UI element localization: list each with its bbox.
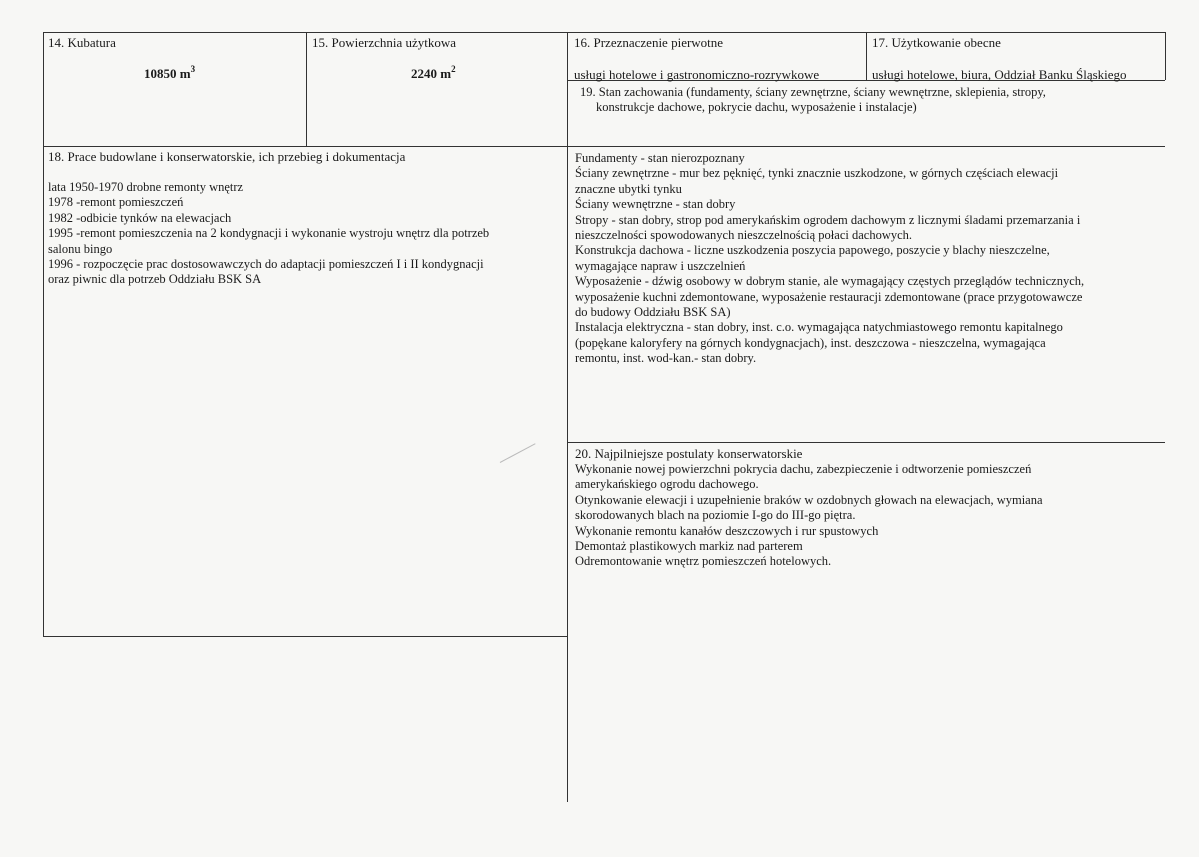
condition-entries (575, 151, 1163, 367)
left-border-18 (43, 146, 44, 636)
box17-value: usługi hotelowe, biura, Oddział Banku Śląskiego (872, 67, 1127, 82)
condition-line: do budowy Oddziału BSK SA) (575, 305, 731, 320)
condition-line: znaczne ubytki tynku (575, 181, 682, 196)
box18-line: 1996 - rozpoczęcie prac dostosowawczych do adaptacji pomieszczeń I i II kondygnacji (48, 257, 484, 272)
condition-line: Wyposażenie - dźwig osobowy w dobrym stanie, ale wymagający częstych przeglądów technicznych, (575, 274, 1085, 289)
box20-entries (575, 462, 1163, 570)
box18-line: 1995 -remont pomieszczenia na 2 kondygnacji i wykonanie wystroju wnętrz dla potrzeb (48, 226, 490, 241)
box18-label: 18. Prace budowlane i konserwatorskie, ich przebieg i dokumentacja (48, 149, 406, 164)
box16-value: usługi hotelowe i gastronomiczno-rozrywkowe (574, 67, 820, 82)
top-border (43, 32, 1165, 33)
divider-19-20 (567, 442, 1165, 443)
postulate-line: Wykonanie remontu kanałów deszczowych i rur spustowych (575, 523, 879, 538)
divider-16-17 (866, 32, 867, 80)
condition-line: Fundamenty - stan nierozpoznany (575, 151, 745, 165)
box14-value (144, 66, 195, 82)
condition-line: nieszczelności spowodowanych nieszczelnością połaci dachowych. (575, 228, 913, 243)
divider-row1-row2 (43, 146, 1165, 147)
box18-line: 1978 -remont pomieszczeń (48, 195, 184, 210)
box19-label-line2: konstrukcje dachowe, pokrycie dachu, wyposażenie i instalacje) (596, 100, 917, 114)
condition-line: Instalacja elektryczna - stan dobry, inst. c.o. wymagająca natychmiastowego remontu kapitalnego (575, 320, 1063, 335)
box14-unit-sup: 3 (190, 64, 196, 74)
box20-label: 20. Najpilniejsze postulaty konserwatorskie (575, 446, 803, 461)
box17-label: 17. Użytkowanie obecne (872, 35, 1001, 50)
postulate-line: Odremontowanie wnętrz pomieszczeń hotelowych. (575, 554, 832, 569)
postulate-line: skorodowanych blach na poziomie I-go do III-go piętra. (575, 508, 856, 523)
condition-line: (popękane kaloryfery na górnych kondygnacjach), inst. deszczowa - nieszczelna, wymagająca (575, 335, 1046, 350)
box18-line: lata 1950-1970 drobne remonty wnętrz (48, 180, 244, 194)
box18-line: oraz piwnic dla potrzeb Oddziału BSK SA (48, 272, 262, 287)
postulate-line: Otynkowanie elewacji i uzupełnienie braków w ozdobnych głowach na elewacjach, wymiana (575, 492, 1043, 507)
condition-line: wymagające napraw i uszczelnień (575, 258, 746, 273)
box18-entries (48, 180, 563, 288)
box15-unit-sup: 2 (451, 64, 456, 74)
condition-line: wyposażenie kuchni zdemontowane, wyposażenie restauracji zdemontowane (prace przygotowawcze (575, 289, 1083, 304)
condition-line: Ściany zewnętrzne - mur bez pęknięć, tynki znacznie uszkodzone, w górnych częściach elewacji (575, 166, 1059, 181)
box15-number: 2240 m (411, 66, 452, 81)
divider-14-15 (306, 32, 307, 146)
box14-label: 14. Kubatura (48, 35, 116, 50)
right-border (1165, 32, 1166, 80)
box15-label: 15. Powierzchnia użytkowa (312, 35, 457, 50)
box19-label-line1: 19. Stan zachowania (fundamenty, ściany zewnętrzne, ściany wewnętrzne, sklepienia, stropy, (580, 85, 1046, 99)
condition-line: Ściany wewnętrzne - stan dobry (575, 197, 736, 212)
scan-mark (500, 443, 536, 463)
box18-line: 1982 -odbicie tynków na elewacjach (48, 210, 232, 225)
left-border (43, 32, 44, 146)
box15-value (411, 66, 456, 82)
divider-18-bottom (43, 636, 567, 637)
postulate-line: Wykonanie nowej powierzchni pokrycia dachu, zabezpieczenie i odtworzenie pomieszczeń (575, 462, 1032, 476)
postulate-line: amerykańskiego ogrodu dachowego. (575, 477, 759, 492)
box18-line: salonu bingo (48, 241, 113, 256)
condition-line: Stropy - stan dobry, strop pod amerykańskim ogrodem dachowym z licznymi śladami przemarzania i (575, 212, 1081, 227)
divider-15-16 (567, 32, 568, 802)
condition-line: Konstrukcja dachowa - liczne uszkodzenia poszycia papowego, poszycie y blachy nieszczelne, (575, 243, 1050, 258)
condition-line: remontu, inst. wod-kan.- stan dobry. (575, 351, 757, 366)
box14-number: 10850 m (144, 66, 191, 81)
box16-label: 16. Przeznaczenie pierwotne (574, 35, 724, 50)
postulate-line: Demontaż plastikowych markiz nad parterem (575, 539, 803, 554)
